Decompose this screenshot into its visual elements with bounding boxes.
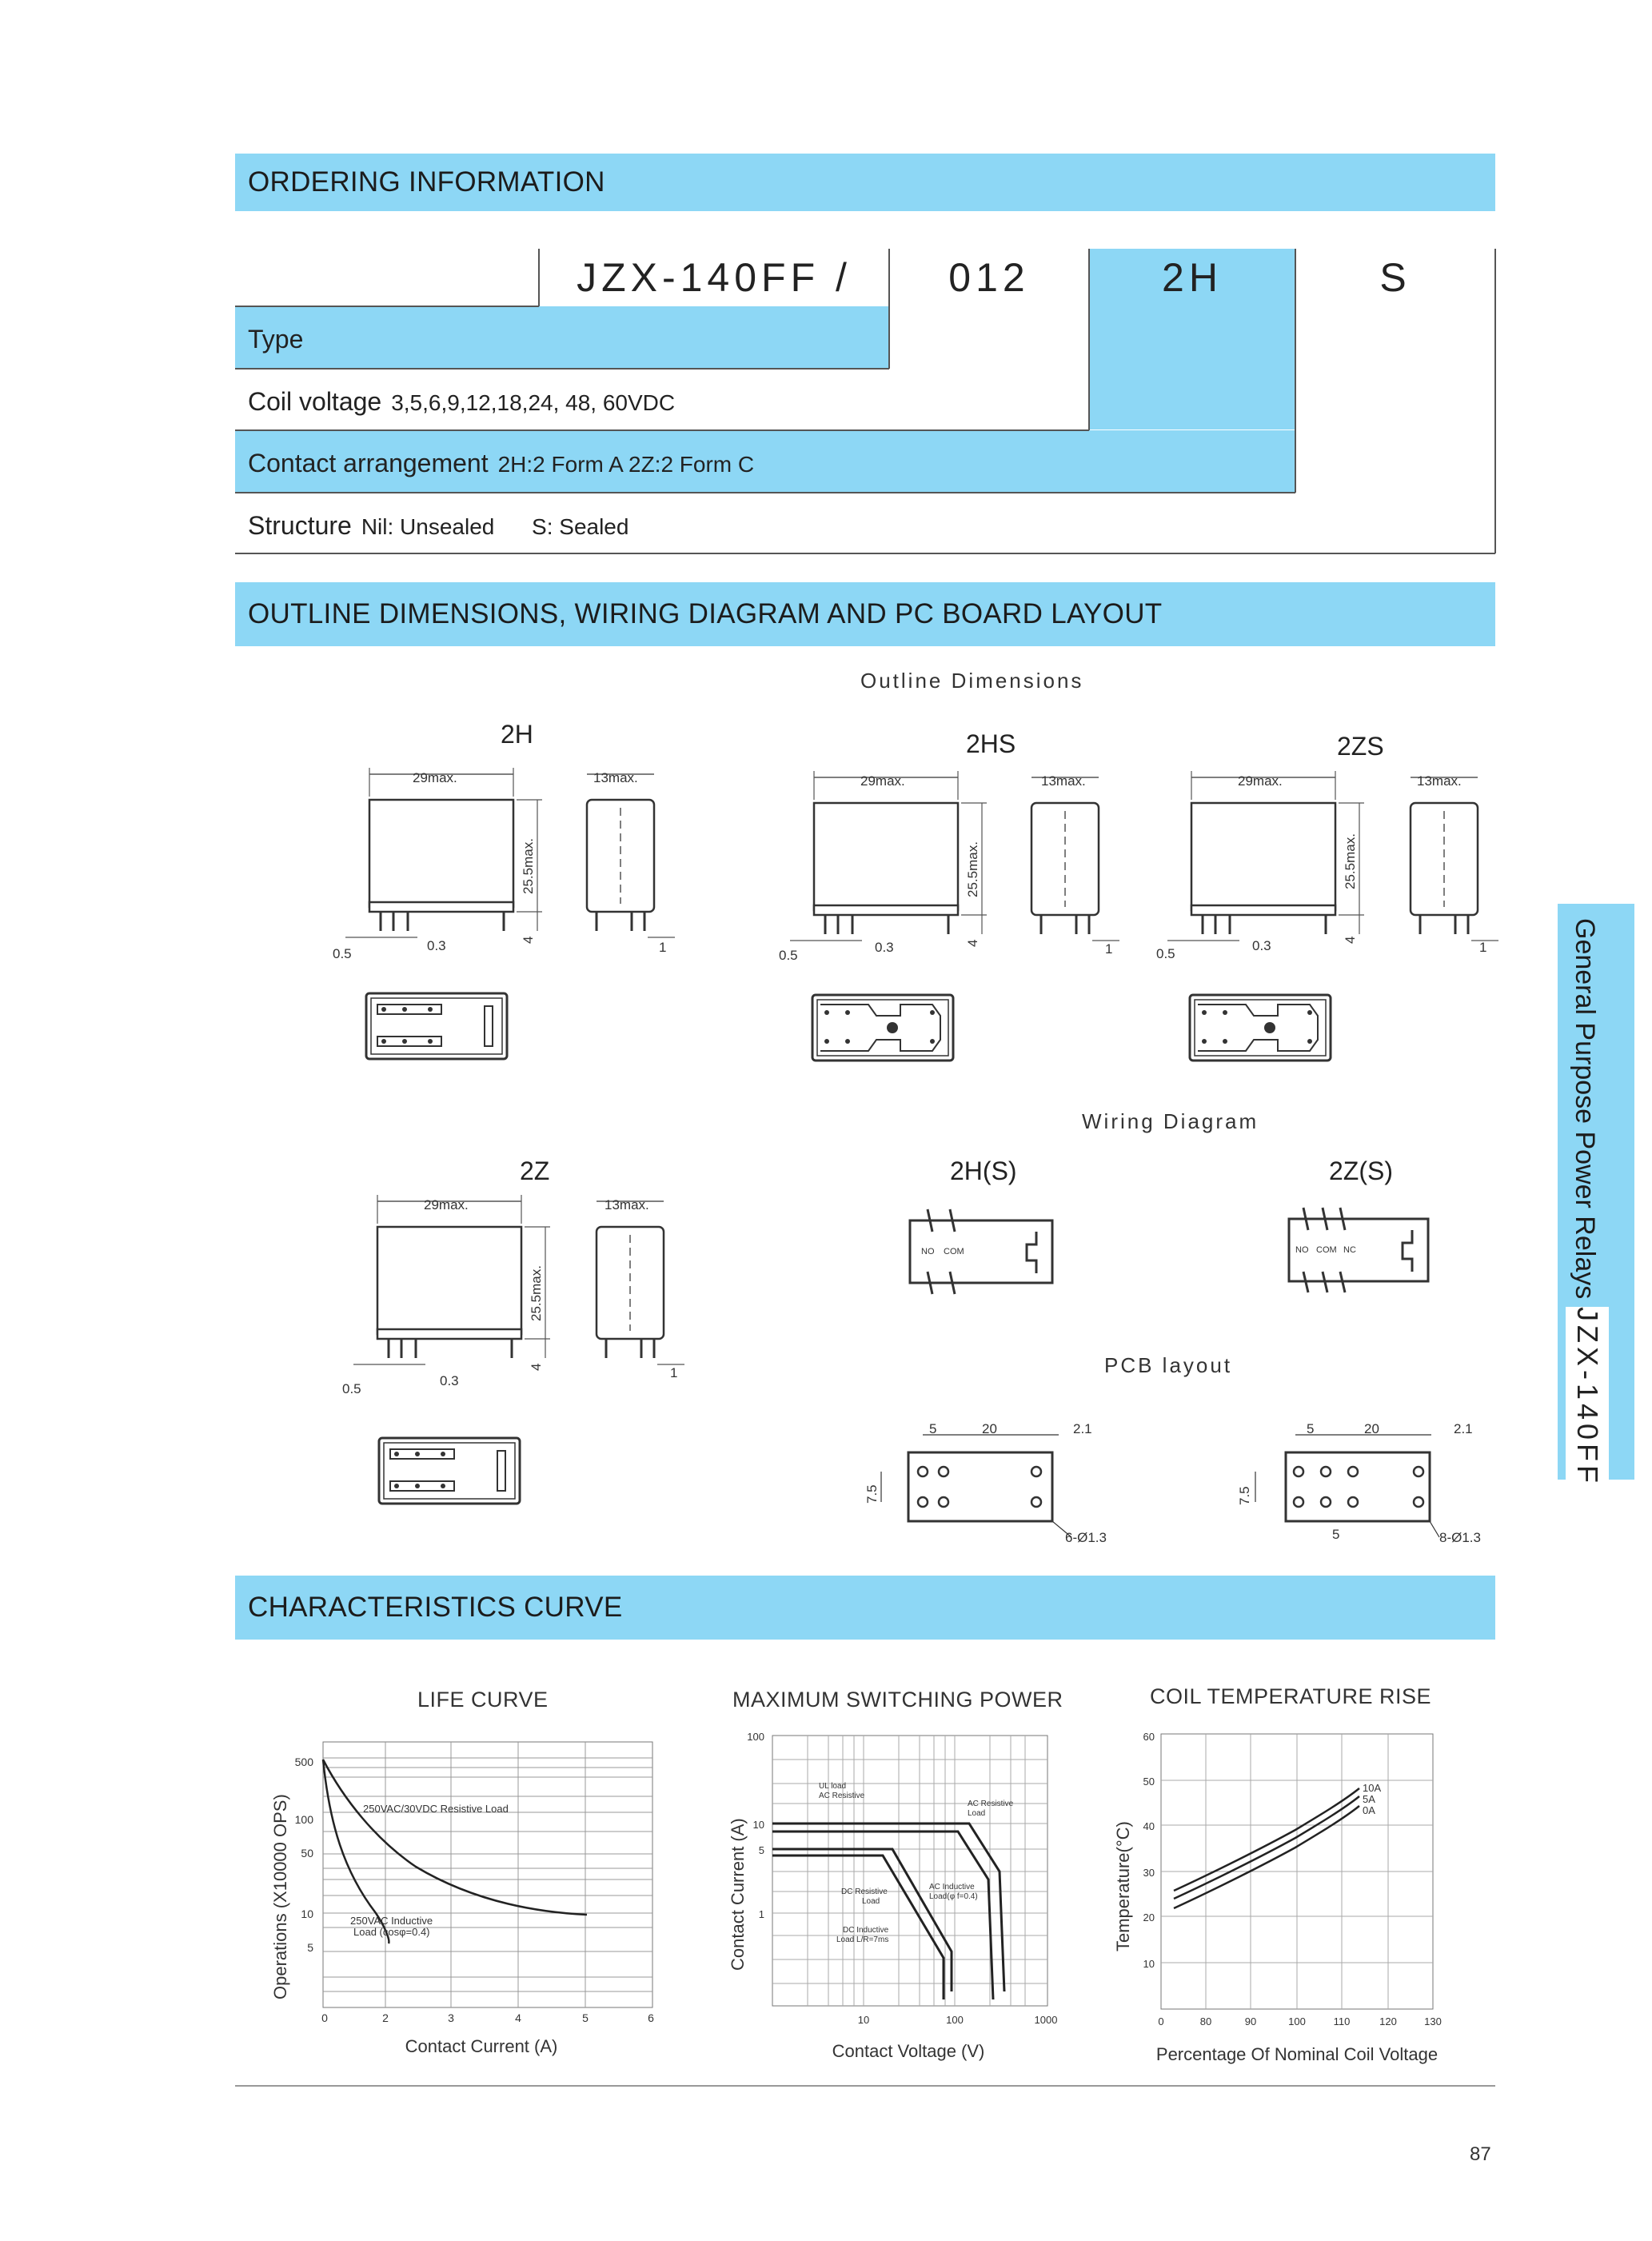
side-model: JZX-140FF	[1566, 1307, 1609, 1487]
life-ytick-3: 10	[301, 1907, 313, 1920]
coil-values: 3,5,6,9,12,18,24, 48, 60VDC	[391, 390, 676, 415]
power-xtick-1: 100	[946, 2014, 964, 2026]
life-ylabel: Operations (X10000 OPS)	[270, 1794, 290, 1999]
power-dci1: DC Inductive	[843, 1926, 889, 1935]
dim-2hs-depth: 13max.	[1041, 773, 1086, 789]
coil-xtick-0: 0	[1158, 2015, 1164, 2027]
life-xtick-0: 0	[321, 2011, 328, 2024]
variant-2h-label: 2H	[501, 720, 533, 749]
dim-2hs-a: 0.5	[779, 948, 798, 963]
coil-ytick-0: 60	[1143, 1731, 1155, 1743]
dim-2zs-a: 0.5	[1156, 946, 1175, 961]
code-type: JZX-140FF /	[577, 255, 852, 300]
pcb8-a: 5	[1307, 1421, 1315, 1436]
power-ytick-2: 5	[758, 1844, 764, 1856]
life-grid	[323, 1742, 652, 2007]
power-dcr2: Load	[862, 1897, 880, 1906]
pcb8-d: 7.5	[1237, 1486, 1252, 1505]
life-xtick-2: 3	[448, 2011, 454, 2024]
life-ytick-2: 50	[301, 1847, 313, 1860]
coil-grid	[1161, 1734, 1433, 2009]
pcb-layout-title: PCB layout	[1104, 1353, 1233, 1377]
variant-2hs-label: 2HS	[966, 729, 1016, 758]
life-xtick-4: 5	[582, 2011, 589, 2024]
power-xtick-0: 10	[857, 2014, 870, 2026]
coil-legend-0a: 0A	[1363, 1804, 1375, 1816]
code-structure: S	[1379, 255, 1411, 300]
wiring-2zs-label: 2Z(S)	[1329, 1156, 1393, 1185]
page-number: 87	[1470, 2143, 1491, 2165]
life-label-2a: 250VAC Inductive	[350, 1915, 433, 1927]
power-xlabel: Contact Voltage (V)	[832, 2041, 985, 2061]
coil-series-5a	[1174, 1796, 1359, 1899]
variant-2zs-label: 2ZS	[1337, 732, 1384, 761]
curves-header: CHARACTERISTICS CURVE	[235, 1576, 1495, 1640]
contact-label: Contact arrangement	[248, 449, 489, 477]
wiring-2hs-label: 2H(S)	[950, 1156, 1017, 1185]
pcb8-c: 2.1	[1454, 1421, 1473, 1436]
outline-header: OUTLINE DIMENSIONS, WIRING DIAGRAM AND PC BOARD LAYOUT	[235, 582, 1495, 646]
pcb6-a: 5	[929, 1421, 937, 1436]
dim-2h-depth: 13max.	[593, 770, 638, 785]
life-ytick-4: 5	[307, 1941, 313, 1954]
wiring-2hs-com: COM	[944, 1247, 964, 1256]
coil-ytick-2: 40	[1143, 1820, 1155, 1832]
code-contact: 2H	[1162, 255, 1223, 300]
dim-2h-pin: 4	[521, 936, 536, 944]
coil-ylabel: Temperature(°C)	[1113, 1821, 1133, 1951]
power-ytick-1: 10	[752, 1819, 764, 1831]
coil-xtick-3: 100	[1288, 2015, 1306, 2027]
coil-xtick-4: 110	[1333, 2015, 1351, 2027]
life-series-resistive	[323, 1760, 587, 1915]
pcb8-e: 5	[1332, 1527, 1340, 1542]
power-ytick-0: 100	[747, 1731, 764, 1743]
dim-2z-a: 0.5	[342, 1381, 361, 1396]
power-aci2: Load(φ f=0.4)	[929, 1892, 978, 1901]
pcb6-b: 20	[982, 1421, 997, 1436]
dim-2z-c: 1	[670, 1365, 678, 1380]
pcb6-holes: 6-Ø1.3	[1065, 1530, 1107, 1545]
life-curve-title: LIFE CURVE	[417, 1688, 549, 1712]
power-ul2: AC Resistive	[819, 1792, 865, 1800]
variant-2z-label: 2Z	[520, 1156, 550, 1185]
life-xtick-5: 6	[648, 2011, 654, 2024]
coil-xtick-5: 120	[1379, 2015, 1397, 2027]
coil-xlabel: Percentage Of Nominal Coil Voltage	[1155, 2044, 1439, 2064]
power-dci2: Load L/R=7ms	[836, 1935, 889, 1944]
life-label-1: 250VAC/30VDC Resistive Load	[363, 1803, 509, 1815]
power-xtick-2: 1000	[1034, 2014, 1058, 2026]
dim-2hs-width: 29max.	[860, 773, 905, 789]
life-ytick-0: 500	[294, 1756, 313, 1768]
dim-2hs-c: 1	[1105, 941, 1113, 957]
type-label: Type	[248, 325, 304, 354]
pcb8-holes: 8-Ø1.3	[1439, 1530, 1481, 1545]
contact-values: 2H:2 Form A 2Z:2 Form C	[497, 452, 755, 477]
dim-2z-width: 29max.	[424, 1197, 469, 1212]
pcb6-c: 2.1	[1073, 1421, 1092, 1436]
pcb6-d: 7.5	[864, 1484, 880, 1504]
dim-2hs-pin: 4	[965, 939, 980, 947]
dim-2h-b: 0.3	[427, 938, 446, 953]
side-category: General Purpose Power Relays	[1570, 918, 1600, 1300]
wiring-diagram-title: Wiring Diagram	[1082, 1109, 1259, 1133]
power-ylabel: Contact Current (A)	[728, 1818, 748, 1971]
power-ul1: UL load	[819, 1782, 847, 1791]
life-label-2b: Load (cosφ=0.4)	[353, 1926, 430, 1938]
dim-2z-b: 0.3	[440, 1373, 459, 1388]
power-acr1: AC Resistive	[968, 1800, 1014, 1808]
coil-ytick-3: 30	[1143, 1867, 1155, 1879]
dim-2h-c: 1	[659, 940, 667, 955]
structure-label: Structure	[248, 511, 352, 540]
dim-2zs-pin: 4	[1343, 936, 1358, 944]
life-xtick-3: 4	[515, 2011, 521, 2024]
wiring-2zs-com: COM	[1316, 1245, 1337, 1255]
power-ytick-3: 1	[758, 1908, 764, 1920]
dim-2h-height: 25.5max.	[521, 838, 536, 894]
power-grid	[772, 1736, 1047, 2006]
power-dcr1: DC Resistive	[841, 1887, 888, 1896]
coil-xtick-2: 90	[1244, 2015, 1257, 2027]
coil-ytick-5: 10	[1143, 1958, 1155, 1970]
coil-ytick-4: 20	[1143, 1911, 1155, 1923]
dim-2zs-height: 25.5max.	[1343, 833, 1358, 889]
pcb8-b: 20	[1364, 1421, 1379, 1436]
dim-2hs-b: 0.3	[875, 940, 894, 955]
dim-2z-pin: 4	[529, 1363, 544, 1371]
coil-legend-5a: 5A	[1363, 1793, 1375, 1805]
coil-xtick-6: 130	[1424, 2015, 1442, 2027]
wiring-2zs-nc: NC	[1343, 1245, 1356, 1255]
outline-dimensions-title: Outline Dimensions	[860, 669, 1084, 693]
ordering-header: ORDERING INFORMATION	[235, 154, 1495, 211]
life-xtick-1: 2	[382, 2011, 389, 2024]
wiring-2hs-no: NO	[921, 1247, 935, 1256]
dim-2zs-depth: 13max.	[1417, 773, 1462, 789]
dim-2zs-c: 1	[1479, 940, 1487, 955]
coil-curve-title: COIL TEMPERATURE RISE	[1150, 1684, 1432, 1708]
life-ytick-1: 100	[294, 1813, 313, 1826]
power-acr2: Load	[968, 1809, 986, 1818]
dim-2h-a: 0.5	[333, 946, 352, 961]
life-xlabel: Contact Current (A)	[405, 2036, 558, 2056]
structure-values: Nil: Unsealed S: Sealed	[361, 514, 629, 539]
dim-2z-depth: 13max.	[605, 1197, 649, 1212]
wiring-2zs-no: NO	[1295, 1245, 1309, 1255]
coil-ytick-1: 50	[1143, 1776, 1155, 1788]
dim-2hs-height: 25.5max.	[965, 841, 980, 897]
coil-series-0a	[1174, 1806, 1359, 1908]
dim-2z-height: 25.5max.	[529, 1265, 544, 1321]
coil-series-10a	[1174, 1788, 1359, 1891]
code-coil: 012	[948, 255, 1030, 300]
dim-2zs-b: 0.3	[1252, 938, 1271, 953]
coil-xtick-1: 80	[1199, 2015, 1212, 2027]
coil-label: Coil voltage	[248, 387, 382, 416]
power-curve-title: MAXIMUM SWITCHING POWER	[732, 1688, 1063, 1712]
dim-2h-width: 29max.	[413, 770, 457, 785]
power-aci1: AC Inductive	[929, 1883, 975, 1891]
coil-legend-10a: 10A	[1363, 1782, 1382, 1794]
dim-2zs-width: 29max.	[1238, 773, 1283, 789]
power-series-dc	[772, 1849, 952, 1991]
